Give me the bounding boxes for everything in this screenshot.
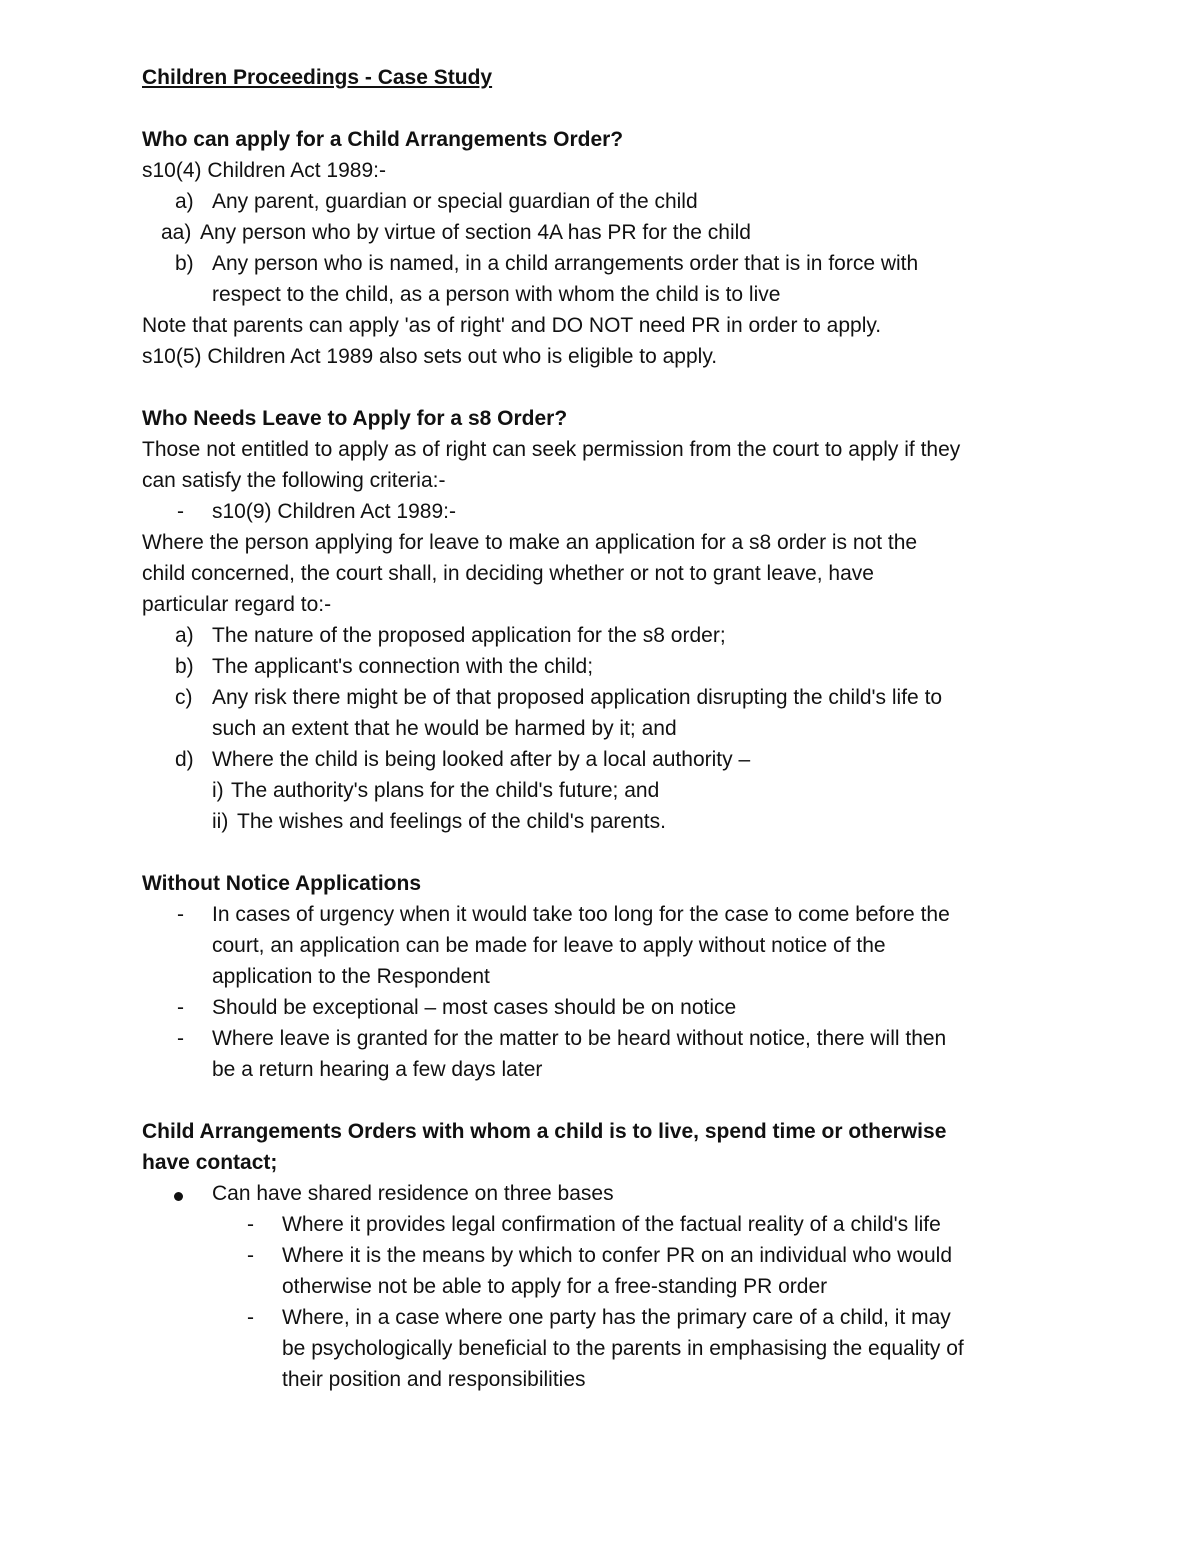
dash-marker: - bbox=[177, 1027, 184, 1050]
paragraph-line: child concerned, the court shall, in deciding whether or not to grant leave, have bbox=[142, 562, 874, 585]
list-item-text: such an extent that he would be harmed by it; and bbox=[212, 717, 677, 740]
section-heading: Without Notice Applications bbox=[142, 872, 422, 895]
list-item-text: Any risk there might be of that proposed application disrupting the child's life to bbox=[212, 686, 943, 709]
dash-marker: - bbox=[177, 500, 184, 523]
list-item-text: Any parent, guardian or special guardian of the child bbox=[212, 190, 698, 213]
paragraph-line: Those not entitled to apply as of right can seek permission from the court to apply if they bbox=[142, 438, 961, 461]
list-item-text: their position and responsibilities bbox=[282, 1368, 586, 1391]
dash-marker: - bbox=[177, 996, 184, 1019]
paragraph-line: Note that parents can apply 'as of right' and DO NOT need PR in order to apply. bbox=[142, 314, 882, 337]
list-item-text: be psychologically beneficial to the parents in emphasising the equality of bbox=[282, 1337, 964, 1360]
list-item-text: Should be exceptional – most cases should be on notice bbox=[212, 996, 737, 1019]
list-item-text: Where it provides legal confirmation of the factual reality of a child's life bbox=[282, 1213, 941, 1236]
list-marker: b) bbox=[175, 655, 194, 678]
list-item-text: court, an application can be made for leave to apply without notice of the bbox=[212, 934, 886, 957]
list-item-text: s10(9) Children Act 1989:- bbox=[212, 500, 456, 523]
bullet-icon bbox=[174, 1192, 183, 1201]
list-marker: aa) bbox=[161, 221, 192, 244]
sub-list-item-text: The authority's plans for the child's future; and bbox=[231, 779, 660, 802]
paragraph-line: s10(5) Children Act 1989 also sets out who is eligible to apply. bbox=[142, 345, 718, 368]
list-item-text: The nature of the proposed application for the s8 order; bbox=[212, 624, 726, 647]
list-marker: c) bbox=[175, 686, 193, 709]
list-item-text: Where it is the means by which to confer PR on an individual who would bbox=[282, 1244, 953, 1267]
list-item-text: Where, in a case where one party has the primary care of a child, it may bbox=[282, 1306, 951, 1329]
list-item-text: otherwise not be able to apply for a free-standing PR order bbox=[282, 1275, 828, 1298]
list-item-text: Can have shared residence on three bases bbox=[212, 1182, 614, 1205]
list-item-text: In cases of urgency when it would take too long for the case to come before the bbox=[212, 903, 950, 926]
document-title: Children Proceedings - Case Study bbox=[142, 66, 493, 89]
list-item-text: Where the child is being looked after by a local authority – bbox=[212, 748, 751, 771]
paragraph-line: particular regard to:- bbox=[142, 593, 332, 616]
list-item-text: The applicant's connection with the child; bbox=[212, 655, 594, 678]
sub-list-marker: i) bbox=[212, 779, 224, 802]
dash-marker: - bbox=[177, 903, 184, 926]
list-item-text: Where leave is granted for the matter to be heard without notice, there will then bbox=[212, 1027, 947, 1050]
list-item-text: be a return hearing a few days later bbox=[212, 1058, 543, 1081]
paragraph-line: s10(4) Children Act 1989:- bbox=[142, 159, 386, 182]
list-marker: b) bbox=[175, 252, 194, 275]
paragraph-line: Where the person applying for leave to make an application for a s8 order is not the bbox=[142, 531, 918, 554]
list-item-text: Any person who by virtue of section 4A has PR for the child bbox=[200, 221, 751, 244]
dash-marker: - bbox=[247, 1244, 254, 1267]
list-item-text: respect to the child, as a person with whom the child is to live bbox=[212, 283, 781, 306]
list-item-text: Any person who is named, in a child arrangements order that is in force with bbox=[212, 252, 919, 275]
dash-marker: - bbox=[247, 1306, 254, 1329]
list-item-text: application to the Respondent bbox=[212, 965, 490, 988]
sub-list-item-text: The wishes and feelings of the child's parents. bbox=[237, 810, 666, 833]
section-heading: have contact; bbox=[142, 1151, 278, 1174]
section-heading: Who Needs Leave to Apply for a s8 Order? bbox=[142, 407, 568, 430]
section-heading: Child Arrangements Orders with whom a child is to live, spend time or otherwise bbox=[142, 1120, 947, 1143]
dash-marker: - bbox=[247, 1213, 254, 1236]
list-marker: d) bbox=[175, 748, 194, 771]
section-heading: Who can apply for a Child Arrangements Order? bbox=[142, 128, 624, 151]
list-marker: a) bbox=[175, 624, 194, 647]
paragraph-line: can satisfy the following criteria:- bbox=[142, 469, 446, 492]
sub-list-marker: ii) bbox=[212, 810, 229, 833]
list-marker: a) bbox=[175, 190, 194, 213]
